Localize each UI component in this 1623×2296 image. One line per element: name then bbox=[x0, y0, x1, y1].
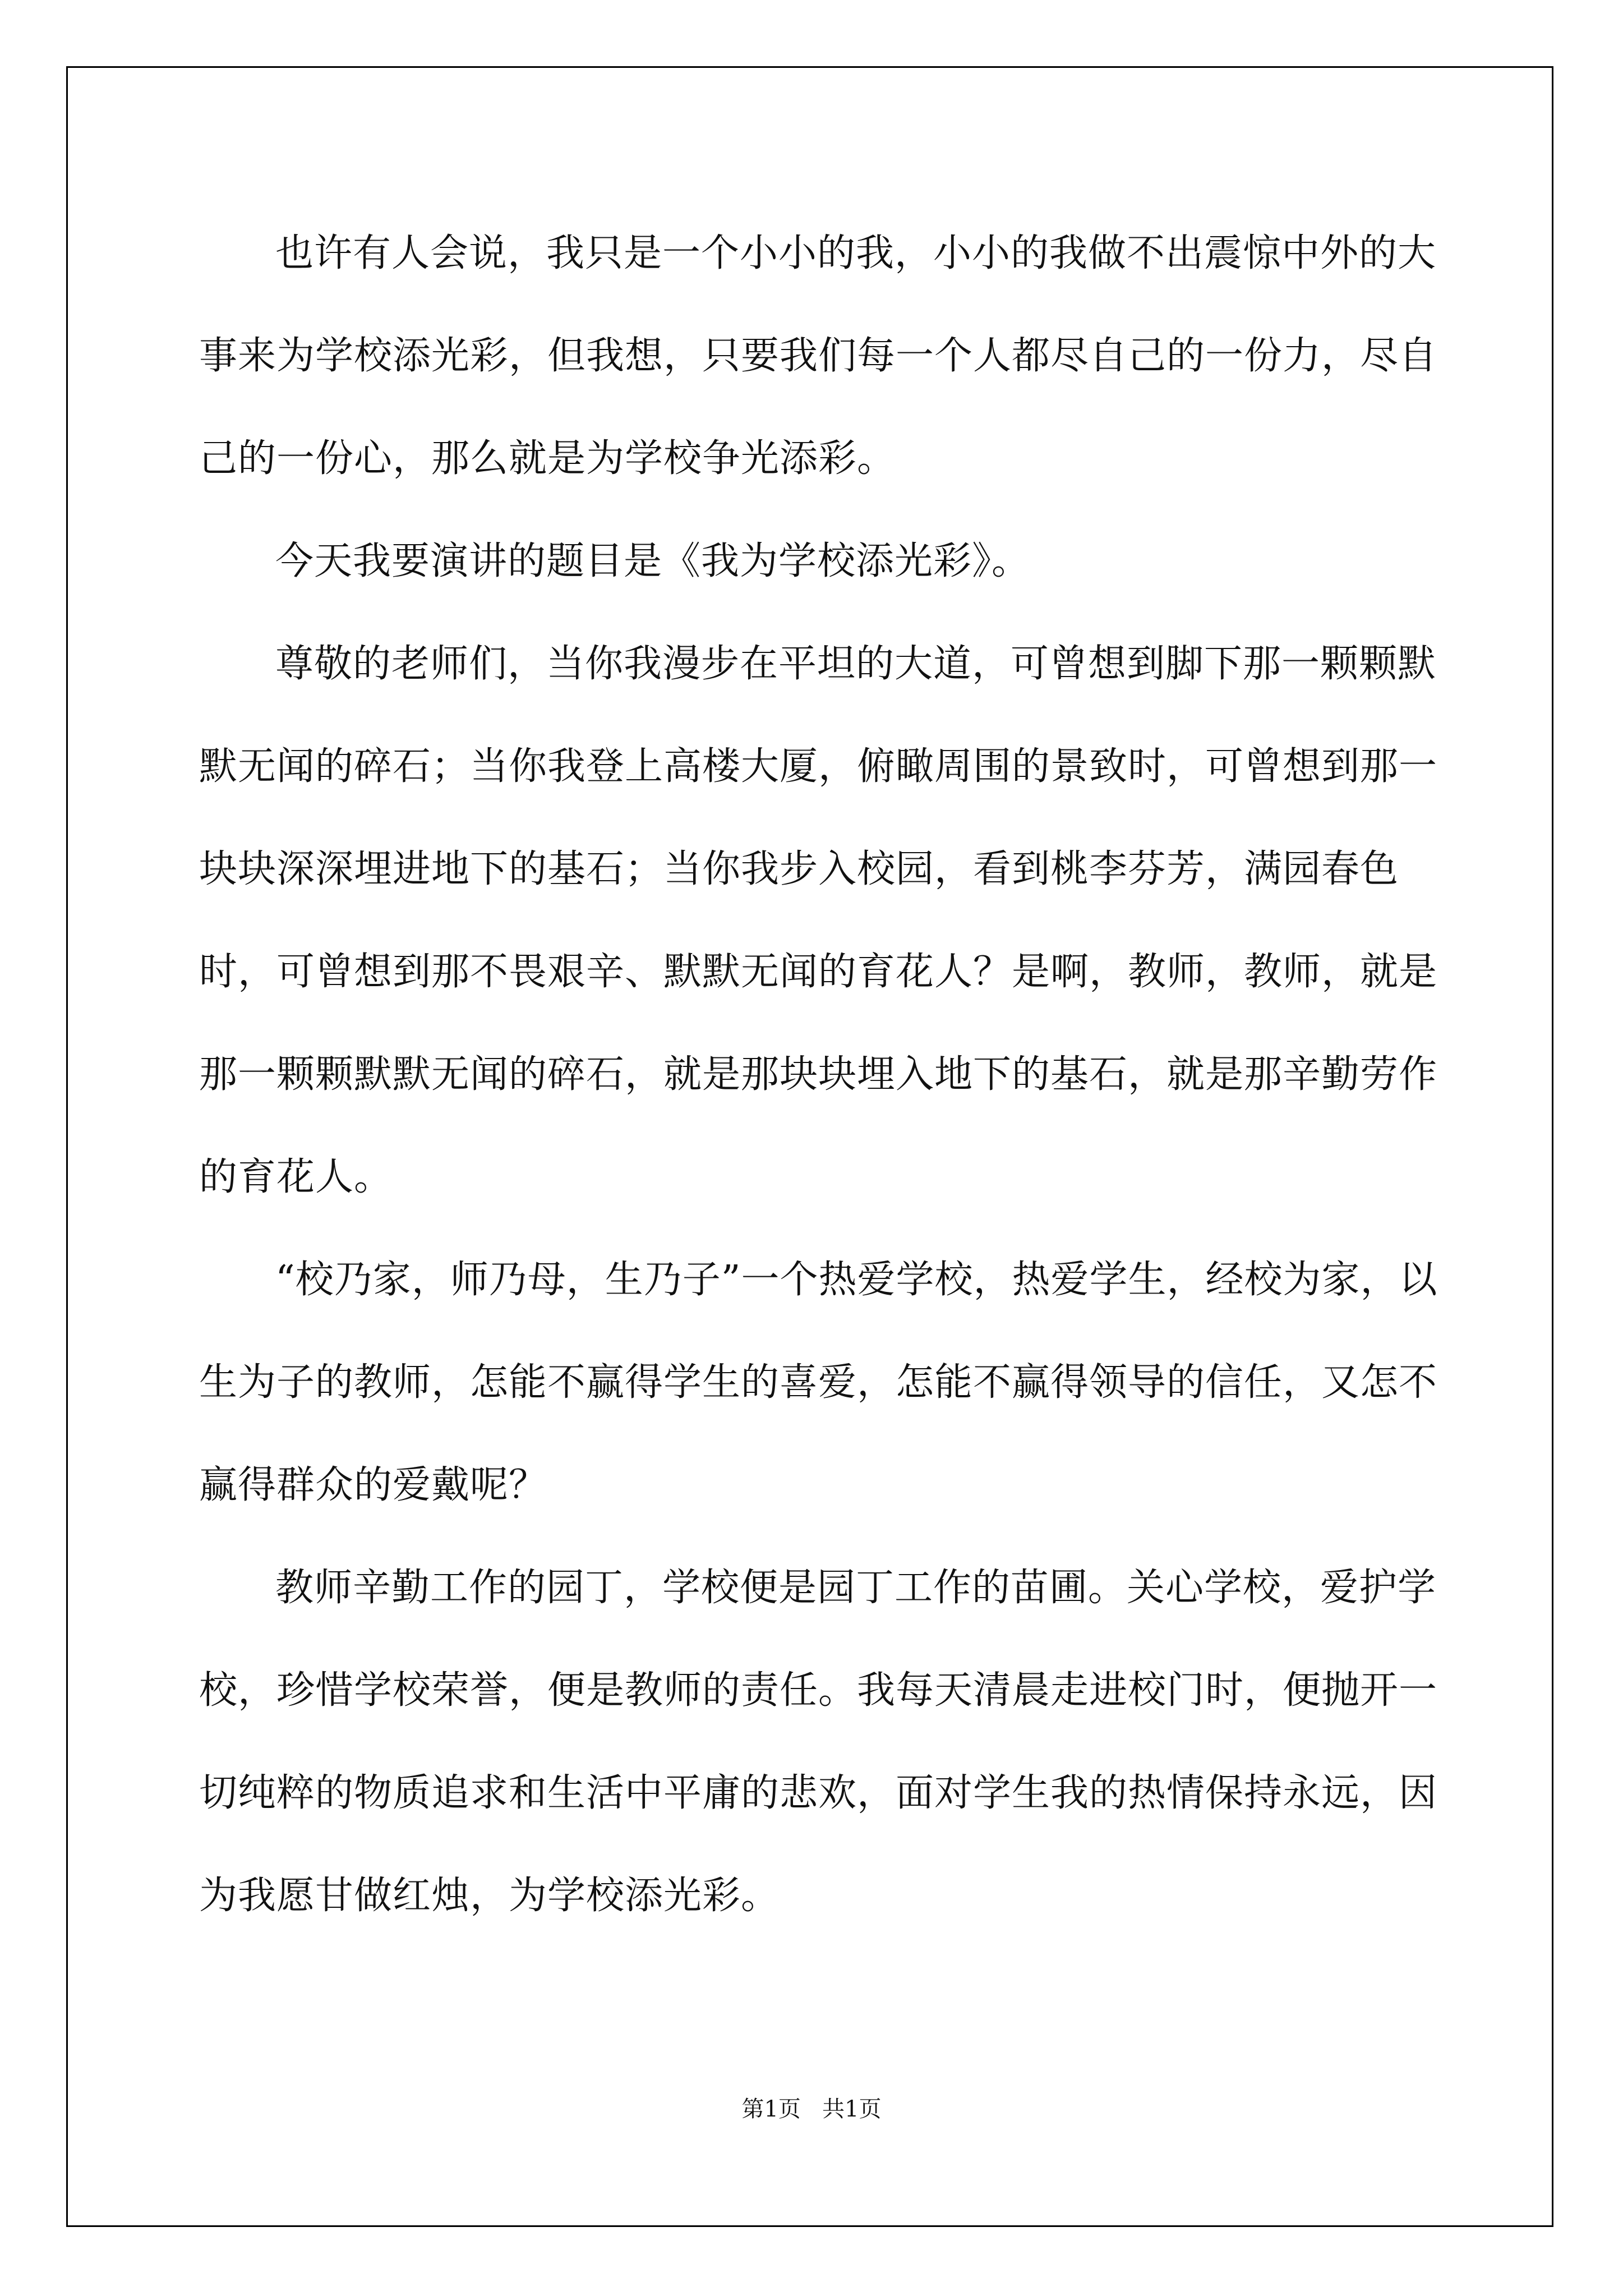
paragraph: 教师辛勤工作的园丁，学校便是园丁工作的苗圃。关心学校，爱护学校，珍惜学校荣誉，便是教师的责任。我每天清晨走进校门时，便抛开一切纯粹的物质追求和生活中平庸的悲欢，面对学生我的热情保持永远，因为我愿甘做红烛，为学校添光彩。 bbox=[199, 1566, 1438, 1918]
paragraph: 今天我要演讲的题目是《我为学校添光彩》。 bbox=[275, 539, 1031, 583]
page-footer: 第1页 共1页 bbox=[741, 2096, 882, 2122]
paragraph: 也许有人会说，我只是一个小小的我，小小的我做不出震惊中外的大事来为学校添光彩，但我想，只要我们每一个人都尽自己的一份力，尽自己的一份心，那么就是为学校争光添彩。 bbox=[199, 231, 1438, 481]
paragraph: “校乃家，师乃母，生乃子”一个热爱学校，热爱学生，经校为家，以生为子的教师，怎能不赢得学生的喜爱，怎能不赢得领导的信任，又怎不赢得群众的爱戴呢？ bbox=[199, 1258, 1438, 1507]
paragraph: 尊敬的老师们，当你我漫步在平坦的大道，可曾想到脚下那一颗颗默默无闻的碎石；当你我登上高楼大厦，俯瞰周围的景致时，可曾想到那一块块深深埋进地下的基石；当你我步入校园，看到桃李芬芳，满园春色时，可曾想到那不畏艰辛、默默无闻的育花人？是啊，教师，教师，就是那一颗颗默默无闻的碎石，就是那块块埋入地下的基石，就是那辛勤劳作的育花人。 bbox=[199, 642, 1438, 1199]
document-body bbox=[199, 202, 1467, 1947]
